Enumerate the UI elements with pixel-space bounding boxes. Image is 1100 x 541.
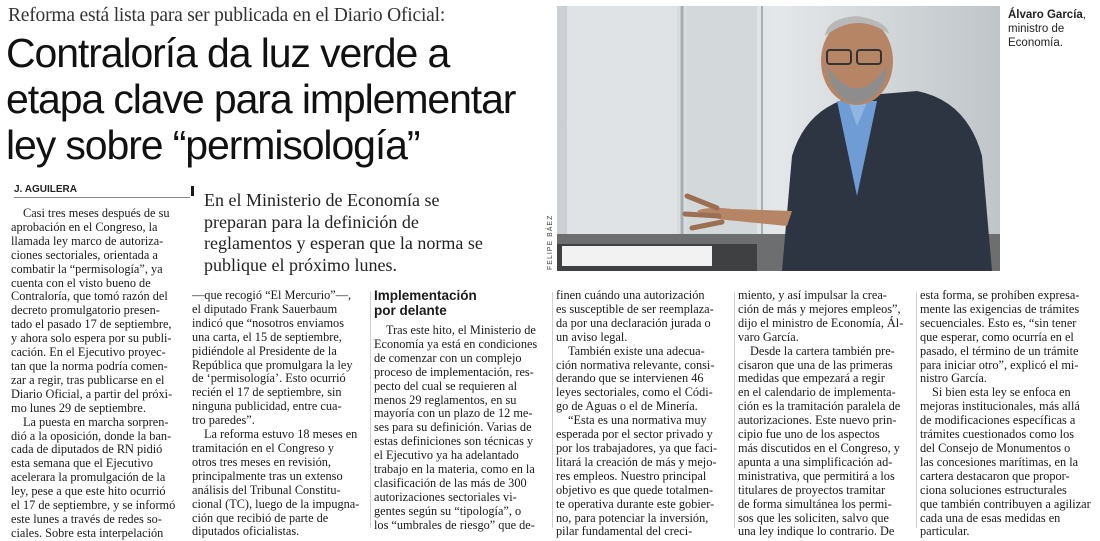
body-text-line: gentes según su “tipología”, o <box>374 503 522 518</box>
body-text-line: cartera destacaron que propor- <box>920 468 1070 483</box>
body-text-line: Desde la cartera también pre- <box>750 343 895 358</box>
body-text-line: aprobación en el Congreso, la <box>11 219 158 234</box>
column-divider <box>370 292 371 528</box>
article-photo <box>557 6 1000 271</box>
body-text-line: tado el pasado 17 de septiembre, <box>11 317 172 332</box>
body-text-line: ninguna publicidad, entre cua- <box>192 399 342 414</box>
body-text-line: el 17 de septiembre, y se informó <box>11 498 176 513</box>
body-text-line: particular. <box>920 524 970 539</box>
article-column-4 <box>556 289 732 539</box>
body-text-line: La puesta en marcha sorpren- <box>23 414 169 429</box>
body-text-line: cación. En el Ejecutivo proyec- <box>11 345 166 360</box>
body-text-line: nistro García. <box>920 371 987 386</box>
body-text-line: go de Aguas o el de Minería. <box>556 399 698 414</box>
body-text-line: derando que se intervienen 46 <box>556 371 704 386</box>
column-divider <box>916 292 917 528</box>
body-text-line: combatir la “permisología”, ya <box>11 261 163 276</box>
body-text-line: trabajo en la materia, como en la <box>374 462 535 477</box>
body-text-line: ción que recibió de parte de <box>192 510 329 525</box>
body-text-line: apunta a una simplificación ad- <box>738 454 893 469</box>
body-text-line: cisaron que una de las primeras <box>738 357 893 372</box>
body-text-line: en el calendario de implementa- <box>738 385 896 400</box>
photo-caption <box>1008 8 1098 50</box>
body-text-line: de modificaciones específicas a <box>920 413 1076 428</box>
deck-line: En el Ministerio de Economía se <box>204 190 440 210</box>
body-text-line: mo lunes 29 de septiembre. <box>11 400 146 415</box>
body-text-line: varo García. <box>738 329 799 344</box>
body-text-line: La reforma estuvo 18 meses en <box>204 427 358 442</box>
body-text-line: ministrativa, que permitirá a los <box>738 468 895 483</box>
body-text-line: República que promulgara la ley <box>192 357 353 372</box>
body-text-line: te operativa durante este gobier- <box>556 496 715 511</box>
body-text-line: —que recogió “El Mercurio”—, <box>192 288 352 302</box>
byline-rule <box>14 197 190 198</box>
article-kicker: Reforma está lista para ser publicada en el Diario Oficial: <box>8 5 446 26</box>
body-text-line: También existe una adecua- <box>568 343 705 358</box>
body-text-line: llamada ley marco de autoriza- <box>11 233 164 248</box>
body-text-line: es susceptible de ser reemplaza- <box>556 301 714 316</box>
body-text-line: Contraloría, que tomó razón del <box>11 289 168 304</box>
body-text-line: por los trabajadores, ya que faci- <box>556 440 718 455</box>
body-text-line: otros tres meses en revisión, <box>192 454 331 469</box>
body-text-line: dijo el ministro de Economía, Ál- <box>738 315 904 330</box>
body-text-line: res empleos. Nuestro principal <box>556 468 707 483</box>
body-text-line: las concesiones marítimas, en la <box>920 454 1079 469</box>
body-text-line: Tras este hito, el Ministerio de <box>386 323 536 337</box>
body-text-line: pidiéndole al Presidente de la <box>192 343 337 358</box>
body-text-line: sos que les soliciten, salvo que <box>738 510 889 525</box>
headline-line: ley sobre “permisología” <box>6 122 420 168</box>
photo-credit: FELIPE BÁEZ <box>547 214 554 270</box>
body-text-line: finen cuándo una autorización <box>556 288 705 302</box>
body-text-line: que también contribuyen a agilizar <box>920 496 1091 511</box>
caption-name: Álvaro García <box>1008 9 1083 21</box>
body-text-line: recién el 17 de septiembre, sin <box>192 385 342 400</box>
caption-text: , <box>1082 9 1086 21</box>
photo-illustration <box>557 6 1000 271</box>
article-column-1 <box>11 207 188 541</box>
body-text-line: ción normativa relevante, consi- <box>556 357 715 372</box>
body-text-line: tramitación en el Congreso y <box>192 440 335 455</box>
body-text-line: este lunes a través de redes so- <box>11 511 162 526</box>
body-text-line: Diario Oficial, a partir del próxi- <box>11 386 173 401</box>
body-text-line: dió a la oposición, donde la ban- <box>11 428 172 443</box>
body-text-line: ción es la tramitación paralela de <box>738 399 901 414</box>
body-text-line: da por una declaración jurada o <box>556 315 711 330</box>
body-text-line: proceso de implementación, res- <box>374 364 534 379</box>
body-text-line: clasificación de las más de 300 <box>374 475 527 490</box>
article-column-2 <box>192 289 368 539</box>
body-text-line: zar a regir, tras publicarse en el <box>11 372 165 387</box>
deck-line: publique el próximo lunes. <box>204 254 397 275</box>
body-text-line: el diputado Frank Sauerbaum <box>192 301 338 316</box>
body-text-line: Si bien esta ley se enfoca en <box>932 385 1071 400</box>
body-text-line: y ahora solo espera por su publi- <box>11 331 172 346</box>
body-text-line: los “umbrales de riesgo” que de- <box>374 517 535 532</box>
body-text-line: cional (TC), luego de la impugna- <box>192 496 360 511</box>
body-text-line: ción de más y mejores empleos”, <box>738 301 901 316</box>
body-text-line: Casi tres meses después de su <box>23 206 170 220</box>
body-text-line: autorizaciones. Este nuevo prin- <box>738 413 897 428</box>
body-text-line: que esperar, como ocurría en el <box>920 329 1074 344</box>
body-text-line: el Ejecutivo ya ha adelantado <box>374 448 519 463</box>
headline <box>6 30 556 168</box>
body-text-line: litará la creación de más y mejo- <box>556 454 717 469</box>
body-text-line: estas definiciones son técnicas y <box>374 434 534 449</box>
body-text-line: de ‘permisología’. Esto ocurrió <box>192 371 346 386</box>
headline-line: etapa clave para implementar <box>6 76 516 122</box>
body-text-line: esta forma, se prohíben expresa- <box>920 288 1080 302</box>
body-text-line: para iniciar otro”, explicó el mi- <box>920 357 1079 372</box>
body-text-line: secuenciales. Esto es, “sin tener <box>920 315 1077 330</box>
subhead-line: por delante <box>374 303 447 318</box>
body-text-line: ciales. Sobre esta interpelación <box>11 525 164 540</box>
body-text-line: no, para potenciar la inversión, <box>556 510 709 525</box>
body-text-line: una ley indique lo contrario. De <box>738 524 895 539</box>
deck-line: reglamentos y esperan que la norma se <box>204 233 483 253</box>
body-text-line: esta semana que el Ejecutivo <box>11 456 154 471</box>
body-text-line: más discutidos en el Congreso, y <box>738 440 900 455</box>
body-text-line: un aviso legal. <box>556 329 628 344</box>
body-text-line: de comenzar con un complejo <box>374 350 522 365</box>
body-text-line: objetivo es que quede totalmen- <box>556 482 714 497</box>
body-text-line: mayoría con un plazo de 12 me- <box>374 406 533 421</box>
body-text-line: decreto promulgatorio presen- <box>11 303 160 318</box>
body-text-line: diputados oficialistas. <box>192 524 300 539</box>
body-text-line: cipio fue uno de los aspectos <box>738 427 880 442</box>
deck <box>204 190 552 276</box>
article-column-5 <box>738 289 914 539</box>
headline-line: Contraloría da luz verde a <box>6 30 450 76</box>
body-text-line: de forma simultánea los permi- <box>738 496 892 511</box>
body-text-line: Economía ya está en condiciones <box>374 336 538 351</box>
body-text-line: menos 29 reglamentos, en su <box>374 392 517 407</box>
body-text-line: tan que la norma podría comen- <box>11 358 168 373</box>
deck-line: preparan para la definición de <box>204 211 419 232</box>
body-text-line: ciones sectoriales, orientada a <box>11 247 158 262</box>
deck-marker <box>191 186 194 196</box>
body-text-line: acelerara la promulgación de la <box>11 470 166 485</box>
body-text-line: autorizaciones sectoriales vi- <box>374 489 517 504</box>
body-text-line: cada una de esas medidas en <box>920 510 1061 525</box>
body-text-line: una carta, el 15 de septiembre, <box>192 329 342 344</box>
body-text-line: leyes sectoriales, como el Códi- <box>556 385 713 400</box>
body-text-line: medidas que empezará a regir <box>738 371 885 386</box>
body-text-line: titulares de proyectos tramitar <box>738 482 886 497</box>
body-text-line: pilar fundamental del creci- <box>556 524 693 539</box>
body-text-line: tro paredes”. <box>192 413 255 428</box>
body-text-line: del Consejo de Monumentos o <box>920 440 1071 455</box>
body-text-line: cuenta con el visto bueno de <box>11 275 151 290</box>
column-divider <box>734 292 735 528</box>
column-divider <box>552 292 553 528</box>
subhead <box>374 288 550 318</box>
article-column-3 <box>374 288 550 533</box>
body-text-line: pasado, el término de un trámite <box>920 343 1079 358</box>
body-text-line: miento, y así impulsar la crea- <box>738 288 887 302</box>
body-text-line: “Esta es una normativa muy <box>568 413 707 428</box>
body-text-line: cada de diputados de RN pidió <box>11 442 163 457</box>
caption-text: Economía. <box>1008 37 1063 49</box>
body-text-line: pecto del cual se requieren al <box>374 378 518 393</box>
body-text-line: indicó que “nosotros enviamos <box>192 315 344 330</box>
body-text-line: mejoras institucionales, más allá <box>920 399 1080 414</box>
body-text-line: ses para su definición. Varias de <box>374 420 532 435</box>
byline: J. AGUILERA <box>14 184 77 195</box>
body-text-line: ciona soluciones estructurales <box>920 482 1067 497</box>
body-text-line: trámites cuestionados como los <box>920 427 1075 442</box>
body-text-line: ley, pese a que este hito ocurrió <box>11 484 166 499</box>
body-text-line: mente las exigencias de trámites <box>920 301 1080 316</box>
subhead-line: Implementación <box>374 288 477 303</box>
body-text-line: análisis del Tribunal Constitu- <box>192 482 341 497</box>
body-text-line: esperada por el sector privado y <box>556 427 713 442</box>
article-column-6 <box>920 289 1096 539</box>
caption-text: ministro de <box>1008 23 1065 35</box>
body-text-line: principalmente tras un extenso <box>192 468 343 483</box>
